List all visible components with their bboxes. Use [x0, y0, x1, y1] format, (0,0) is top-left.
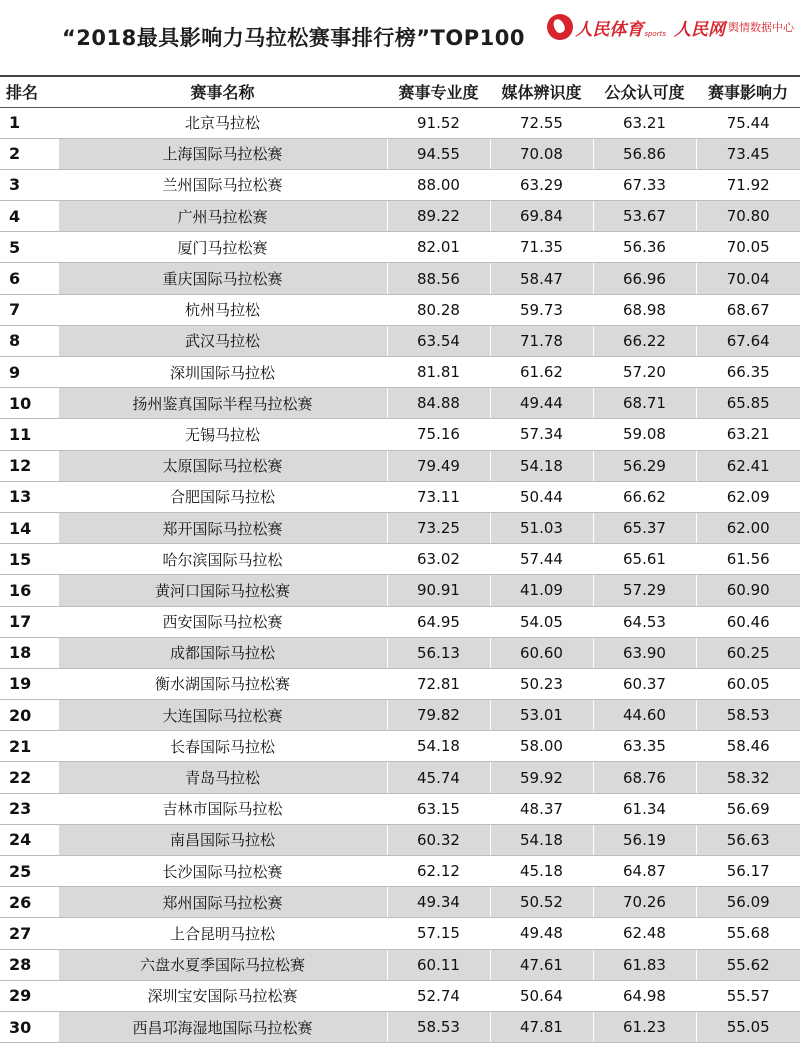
table-row [0, 793, 800, 824]
influence-cell: 70.80 [696, 201, 800, 232]
influence-cell: 58.46 [696, 731, 800, 762]
professionalism-cell: 90.91 [387, 575, 490, 606]
influence-cell: 55.68 [696, 918, 800, 949]
media-recognition-cell: 58.47 [490, 263, 593, 294]
media-recognition-cell: 72.55 [490, 107, 593, 138]
table-row [0, 201, 800, 232]
public-recognition-cell: 63.35 [593, 731, 696, 762]
page-title: “2018最具影响力马拉松赛事排行榜”TOP100 [62, 26, 525, 50]
rank-cell: 13 [0, 481, 58, 512]
professionalism-cell: 80.28 [387, 294, 490, 325]
media-recognition-cell: 70.08 [490, 138, 593, 169]
name-cell: 上合昆明马拉松 [58, 918, 387, 949]
people-sports-logo-text: 人民体育 [575, 19, 644, 40]
professionalism-cell: 60.32 [387, 824, 490, 855]
influence-cell: 70.04 [696, 263, 800, 294]
professionalism-cell: 56.13 [387, 637, 490, 668]
rank-cell: 1 [0, 107, 58, 138]
name-cell: 扬州鉴真国际半程马拉松赛 [58, 388, 387, 419]
media-recognition-cell: 50.64 [490, 980, 593, 1011]
rank-cell: 19 [0, 668, 58, 699]
rank-cell: 26 [0, 887, 58, 918]
professionalism-cell: 63.54 [387, 325, 490, 356]
professionalism-cell: 94.55 [387, 138, 490, 169]
media-recognition-cell: 49.48 [490, 918, 593, 949]
rank-cell: 30 [0, 1011, 58, 1042]
column-header-media-recognition: 媒体辨识度 [490, 76, 593, 107]
table-header-row [0, 76, 800, 107]
table-row [0, 450, 800, 481]
table-row [0, 918, 800, 949]
public-recognition-cell: 66.62 [593, 481, 696, 512]
professionalism-cell: 49.34 [387, 887, 490, 918]
rank-cell: 10 [0, 388, 58, 419]
influence-cell: 56.17 [696, 856, 800, 887]
public-recognition-cell: 68.98 [593, 294, 696, 325]
influence-cell: 61.56 [696, 544, 800, 575]
name-cell: 大连国际马拉松赛 [58, 700, 387, 731]
public-recognition-cell: 70.26 [593, 887, 696, 918]
rank-cell: 29 [0, 980, 58, 1011]
media-recognition-cell: 71.78 [490, 325, 593, 356]
name-cell: 吉林市国际马拉松 [58, 793, 387, 824]
column-header-rank: 排名 [0, 76, 58, 107]
professionalism-cell: 89.22 [387, 201, 490, 232]
public-recognition-cell: 64.87 [593, 856, 696, 887]
rank-cell: 2 [0, 138, 58, 169]
public-recognition-cell: 62.48 [593, 918, 696, 949]
media-recognition-cell: 54.05 [490, 606, 593, 637]
public-recognition-cell: 67.33 [593, 169, 696, 200]
influence-cell: 55.05 [696, 1011, 800, 1042]
rank-cell: 11 [0, 419, 58, 450]
professionalism-cell: 63.15 [387, 793, 490, 824]
rank-cell: 15 [0, 544, 58, 575]
public-recognition-cell: 68.71 [593, 388, 696, 419]
media-recognition-cell: 69.84 [490, 201, 593, 232]
name-cell: 郑州国际马拉松赛 [58, 887, 387, 918]
public-recognition-cell: 60.37 [593, 668, 696, 699]
professionalism-cell: 82.01 [387, 232, 490, 263]
rank-cell: 6 [0, 263, 58, 294]
name-cell: 厦门马拉松赛 [58, 232, 387, 263]
column-header-influence: 赛事影响力 [696, 76, 800, 107]
influence-cell: 75.44 [696, 107, 800, 138]
table-row [0, 606, 800, 637]
name-cell: 西安国际马拉松赛 [58, 606, 387, 637]
name-cell: 杭州马拉松 [58, 294, 387, 325]
rank-cell: 5 [0, 232, 58, 263]
public-recognition-cell: 63.21 [593, 107, 696, 138]
rank-cell: 9 [0, 357, 58, 388]
influence-cell: 62.00 [696, 512, 800, 543]
public-recognition-cell: 56.29 [593, 450, 696, 481]
media-recognition-cell: 50.44 [490, 481, 593, 512]
name-cell: 兰州国际马拉松赛 [58, 169, 387, 200]
table-row [0, 419, 800, 450]
table-row [0, 169, 800, 200]
name-cell: 长春国际马拉松 [58, 731, 387, 762]
name-cell: 无锡马拉松 [58, 419, 387, 450]
influence-cell: 65.85 [696, 388, 800, 419]
logos [547, 10, 794, 44]
professionalism-cell: 88.56 [387, 263, 490, 294]
table-row [0, 824, 800, 855]
public-recognition-cell: 61.23 [593, 1011, 696, 1042]
influence-cell: 56.63 [696, 824, 800, 855]
table-row [0, 637, 800, 668]
influence-cell: 60.05 [696, 668, 800, 699]
media-recognition-cell: 54.18 [490, 450, 593, 481]
influence-cell: 73.45 [696, 138, 800, 169]
media-recognition-cell: 47.61 [490, 949, 593, 980]
name-cell: 太原国际马拉松赛 [58, 450, 387, 481]
influence-cell: 56.69 [696, 793, 800, 824]
name-cell: 合肥国际马拉松 [58, 481, 387, 512]
rank-cell: 14 [0, 512, 58, 543]
table-row [0, 357, 800, 388]
name-cell: 青岛马拉松 [58, 762, 387, 793]
name-cell: 上海国际马拉松赛 [58, 138, 387, 169]
media-recognition-cell: 47.81 [490, 1011, 593, 1042]
public-recognition-cell: 65.61 [593, 544, 696, 575]
header [0, 0, 800, 75]
rank-cell: 8 [0, 325, 58, 356]
name-cell: 哈尔滨国际马拉松 [58, 544, 387, 575]
table-row [0, 294, 800, 325]
rank-cell: 23 [0, 793, 58, 824]
professionalism-cell: 45.74 [387, 762, 490, 793]
public-recognition-cell: 64.53 [593, 606, 696, 637]
professionalism-cell: 73.11 [387, 481, 490, 512]
column-header-name: 赛事名称 [58, 76, 387, 107]
people-sports-logo-icon [547, 14, 573, 40]
rank-cell: 28 [0, 949, 58, 980]
influence-cell: 56.09 [696, 887, 800, 918]
table-row [0, 481, 800, 512]
public-recognition-cell: 66.22 [593, 325, 696, 356]
professionalism-cell: 88.00 [387, 169, 490, 200]
public-recognition-cell: 53.67 [593, 201, 696, 232]
rank-cell: 7 [0, 294, 58, 325]
table-row [0, 856, 800, 887]
media-recognition-cell: 48.37 [490, 793, 593, 824]
name-cell: 郑开国际马拉松赛 [58, 512, 387, 543]
professionalism-cell: 81.81 [387, 357, 490, 388]
rank-cell: 18 [0, 637, 58, 668]
table-row [0, 887, 800, 918]
media-recognition-cell: 50.52 [490, 887, 593, 918]
professionalism-cell: 64.95 [387, 606, 490, 637]
professionalism-cell: 57.15 [387, 918, 490, 949]
rank-cell: 20 [0, 700, 58, 731]
table-row [0, 700, 800, 731]
people-net-logo-text: 人民网 [674, 19, 725, 40]
name-cell: 成都国际马拉松 [58, 637, 387, 668]
name-cell: 长沙国际马拉松赛 [58, 856, 387, 887]
table-row [0, 388, 800, 419]
public-recognition-cell: 61.83 [593, 949, 696, 980]
professionalism-cell: 54.18 [387, 731, 490, 762]
media-recognition-cell: 45.18 [490, 856, 593, 887]
table-row [0, 544, 800, 575]
professionalism-cell: 79.49 [387, 450, 490, 481]
professionalism-cell: 91.52 [387, 107, 490, 138]
influence-cell: 60.25 [696, 637, 800, 668]
column-header-professionalism: 赛事专业度 [387, 76, 490, 107]
professionalism-cell: 79.82 [387, 700, 490, 731]
rank-cell: 21 [0, 731, 58, 762]
name-cell: 西昌邛海湿地国际马拉松赛 [58, 1011, 387, 1042]
influence-cell: 60.46 [696, 606, 800, 637]
public-recognition-cell: 59.08 [593, 419, 696, 450]
name-cell: 广州马拉松赛 [58, 201, 387, 232]
table-row [0, 980, 800, 1011]
public-recognition-cell: 65.37 [593, 512, 696, 543]
professionalism-cell: 72.81 [387, 668, 490, 699]
influence-cell: 55.62 [696, 949, 800, 980]
public-recognition-cell: 56.86 [593, 138, 696, 169]
media-recognition-cell: 71.35 [490, 232, 593, 263]
influence-cell: 62.09 [696, 481, 800, 512]
public-recognition-cell: 56.36 [593, 232, 696, 263]
table-row [0, 731, 800, 762]
table-row [0, 232, 800, 263]
name-cell: 南昌国际马拉松 [58, 824, 387, 855]
media-recognition-cell: 63.29 [490, 169, 593, 200]
influence-cell: 55.57 [696, 980, 800, 1011]
media-recognition-cell: 57.44 [490, 544, 593, 575]
name-cell: 深圳宝安国际马拉松赛 [58, 980, 387, 1011]
public-recognition-cell: 61.34 [593, 793, 696, 824]
influence-cell: 67.64 [696, 325, 800, 356]
table-row [0, 1011, 800, 1042]
public-recognition-cell: 68.76 [593, 762, 696, 793]
media-recognition-cell: 50.23 [490, 668, 593, 699]
public-recognition-cell: 44.60 [593, 700, 696, 731]
public-recognition-cell: 66.96 [593, 263, 696, 294]
professionalism-cell: 75.16 [387, 419, 490, 450]
public-recognition-cell: 57.29 [593, 575, 696, 606]
public-recognition-cell: 56.19 [593, 824, 696, 855]
name-cell: 武汉马拉松 [58, 325, 387, 356]
influence-cell: 62.41 [696, 450, 800, 481]
rank-cell: 17 [0, 606, 58, 637]
table-row [0, 949, 800, 980]
media-recognition-cell: 51.03 [490, 512, 593, 543]
name-cell: 黄河口国际马拉松赛 [58, 575, 387, 606]
professionalism-cell: 60.11 [387, 949, 490, 980]
professionalism-cell: 84.88 [387, 388, 490, 419]
media-recognition-cell: 53.01 [490, 700, 593, 731]
media-recognition-cell: 41.09 [490, 575, 593, 606]
table-row [0, 138, 800, 169]
media-recognition-cell: 58.00 [490, 731, 593, 762]
media-recognition-cell: 60.60 [490, 637, 593, 668]
public-recognition-cell: 63.90 [593, 637, 696, 668]
rank-cell: 16 [0, 575, 58, 606]
professionalism-cell: 63.02 [387, 544, 490, 575]
influence-cell: 68.67 [696, 294, 800, 325]
name-cell: 六盘水夏季国际马拉松赛 [58, 949, 387, 980]
professionalism-cell: 62.12 [387, 856, 490, 887]
rank-cell: 22 [0, 762, 58, 793]
table-row [0, 325, 800, 356]
media-recognition-cell: 59.73 [490, 294, 593, 325]
media-recognition-cell: 61.62 [490, 357, 593, 388]
rank-cell: 12 [0, 450, 58, 481]
professionalism-cell: 58.53 [387, 1011, 490, 1042]
influence-cell: 58.53 [696, 700, 800, 731]
opinion-data-center-label: 舆情数据中心 [728, 21, 794, 34]
public-recognition-cell: 64.98 [593, 980, 696, 1011]
table-row [0, 575, 800, 606]
media-recognition-cell: 57.34 [490, 419, 593, 450]
influence-cell: 71.92 [696, 169, 800, 200]
table-row [0, 107, 800, 138]
public-recognition-cell: 57.20 [593, 357, 696, 388]
table-row [0, 263, 800, 294]
rank-cell: 27 [0, 918, 58, 949]
people-sports-logo-sub: sports [644, 30, 666, 38]
influence-cell: 63.21 [696, 419, 800, 450]
influence-cell: 66.35 [696, 357, 800, 388]
influence-cell: 70.05 [696, 232, 800, 263]
name-cell: 深圳国际马拉松 [58, 357, 387, 388]
name-cell: 衡水湖国际马拉松赛 [58, 668, 387, 699]
media-recognition-cell: 54.18 [490, 824, 593, 855]
table-row [0, 512, 800, 543]
rank-cell: 24 [0, 824, 58, 855]
name-cell: 北京马拉松 [58, 107, 387, 138]
table-row [0, 762, 800, 793]
rank-cell: 4 [0, 201, 58, 232]
rank-cell: 25 [0, 856, 58, 887]
name-cell: 重庆国际马拉松赛 [58, 263, 387, 294]
table-row [0, 668, 800, 699]
professionalism-cell: 73.25 [387, 512, 490, 543]
media-recognition-cell: 49.44 [490, 388, 593, 419]
professionalism-cell: 52.74 [387, 980, 490, 1011]
column-header-public-recognition: 公众认可度 [593, 76, 696, 107]
influence-cell: 58.32 [696, 762, 800, 793]
ranking-table [0, 75, 800, 1043]
rank-cell: 3 [0, 169, 58, 200]
media-recognition-cell: 59.92 [490, 762, 593, 793]
influence-cell: 60.90 [696, 575, 800, 606]
